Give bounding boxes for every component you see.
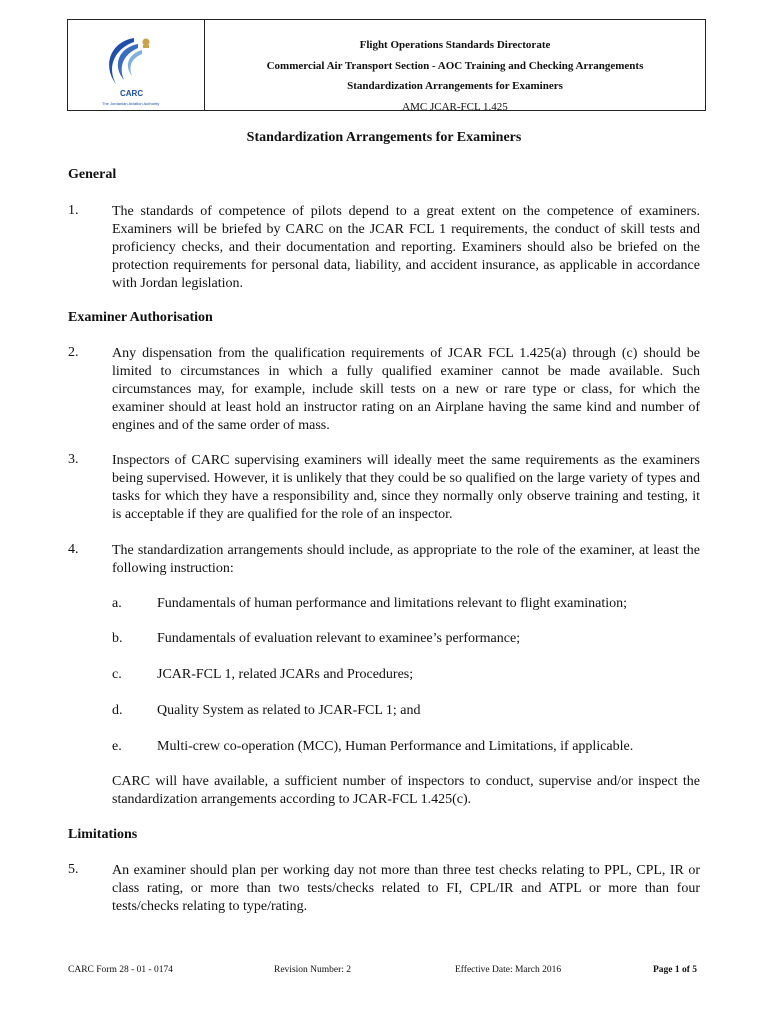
list-item: Fundamentals of evaluation relevant to examinee’s performance; — [157, 631, 521, 646]
para-1: The standards of competence of pilots depend to a great extent on the competence of examiners. Examiners will be briefed by CARC on the JCAR FCL 1 requirements, the conduct of skill tests and proficiency checks, and their documentation and reporting. Examiners should also be briefed on the protection requirements for personal data, liability, and accident insurance, as applicable in accordance with Jordan legislation. — [112, 204, 700, 291]
header-reference: AMC JCAR-FCL 1.425 — [402, 100, 508, 113]
header-subject: Standardization Arrangements for Examiners — [347, 80, 563, 92]
list-item: Quality System as related to JCAR-FCL 1; and — [157, 703, 421, 718]
para-4: The standardization arrangements should include, as appropriate to the role of the examiner, at least the following instruction: — [112, 543, 700, 576]
header-text — [205, 20, 705, 113]
para-2-number: 2. — [68, 345, 79, 360]
para-5: An examiner should plan per working day not more than three test checks relating to PPL, CPL, IR or class rating, or more than two tests/checks related to FI, CPL/IR and ATPL or more than four tests/checks relating to type/rating. — [112, 863, 700, 914]
para-4-number: 4. — [68, 542, 79, 557]
logo-tagline: The Jordanian Aviation Authority — [102, 101, 160, 106]
logo-text: CARC — [120, 89, 144, 98]
para-2: Any dispensation from the qualification requirements of JCAR FCL 1.425(a) through (c) should be limited to circumstances in which a fully qualified examiner cannot be made available. Such circumstances may, for example, include skill tests on a new or rare type or class, for which the examiner should at least hold an instructor rating on an Airplane having the same kind and number of engines and of the same order of mass. — [112, 346, 700, 433]
list-item: Fundamentals of human performance and limitations relevant to flight examination; — [157, 596, 628, 611]
document-header — [67, 19, 706, 111]
para-1-number: 1. — [68, 203, 79, 218]
list-item-letter: d. — [112, 703, 123, 718]
list-item: Multi-crew co-operation (MCC), Human Performance and Limitations, if applicable. — [157, 739, 634, 754]
list-item-letter: b. — [112, 631, 123, 646]
list-item-letter: a. — [112, 596, 122, 611]
footer-revision: Revision Number: 2 — [274, 965, 352, 975]
heading-general: General — [68, 167, 117, 182]
list-item-letter: c. — [112, 667, 122, 682]
heading-limitations: Limitations — [68, 827, 138, 842]
para-4-closing: CARC will have available, a sufficient number of inspectors to conduct, supervise and/or inspect the standardization arrangements according to JCAR-FCL 1.425(c). — [112, 774, 700, 807]
logo-cell — [68, 20, 205, 110]
footer-page-number: Page 1 of 5 — [653, 965, 698, 975]
header-directorate: Flight Operations Standards Directorate — [359, 39, 551, 51]
footer-form-number: CARC Form 28 - 01 - 0174 — [68, 965, 174, 975]
para-3-number: 3. — [68, 452, 79, 467]
para-5-number: 5. — [68, 862, 79, 877]
para-3: Inspectors of CARC supervising examiners will ideally meet the same requirements as the examiners being supervised. However, it is unlikely that they could be so qualified on the large variety of types and tasks for which they have a responsibility and, since they normally only observe training and testing, it is acceptable if they are qualified for the role of an inspector. — [112, 453, 700, 522]
carc-logo-icon — [96, 32, 176, 112]
page-title: Standardization Arrangements for Examiners — [246, 130, 522, 145]
list-item-letter: e. — [112, 739, 122, 754]
footer-effective-date: Effective Date: March 2016 — [455, 965, 562, 975]
header-section: Commercial Air Transport Section - AOC Training and Checking Arrangements — [266, 59, 644, 72]
heading-authorisation: Examiner Authorisation — [68, 310, 213, 325]
list-item: JCAR-FCL 1, related JCARs and Procedures; — [157, 667, 414, 682]
